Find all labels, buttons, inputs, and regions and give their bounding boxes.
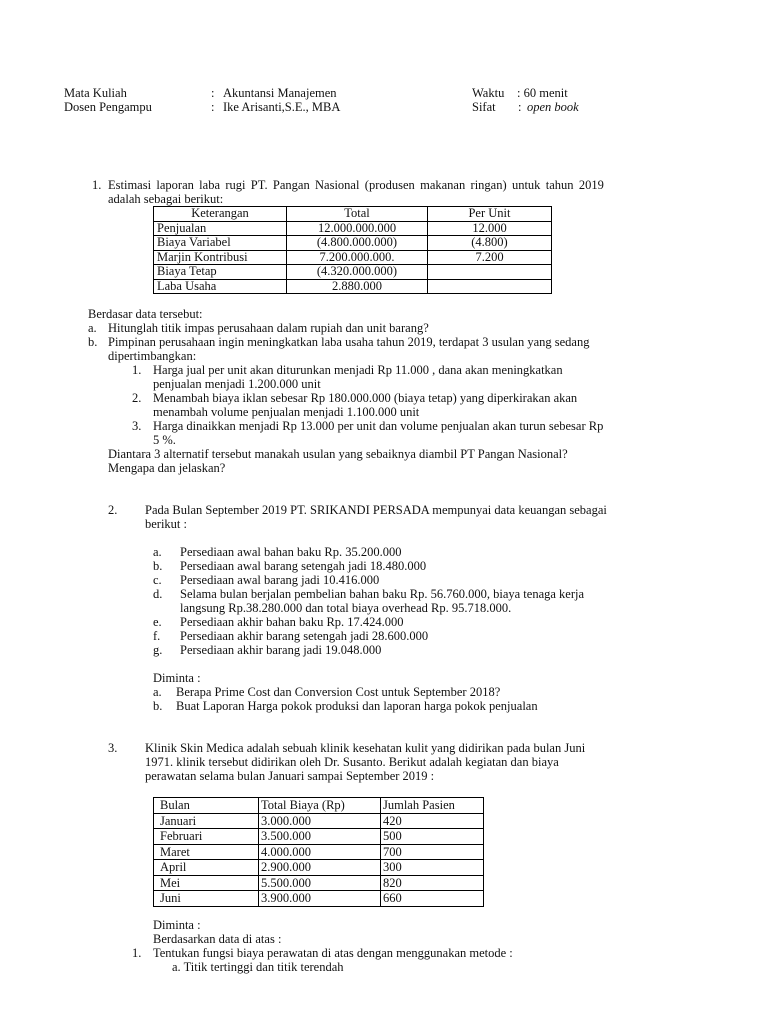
list-item: Persediaan akhir barang setengah jadi 28.600.000 (180, 629, 429, 643)
table-header-row (154, 798, 484, 814)
table-cell: Maret (154, 844, 259, 860)
q1-b-line2: dipertimbangkan: (108, 349, 197, 363)
list-item: Persediaan awal barang jadi 10.416.000 (180, 573, 380, 587)
option-line1: Harga jual per unit akan diturunkan menjadi Rp 11.000 , dana akan meningkatkan (153, 363, 563, 377)
table-row (154, 221, 552, 236)
table-cell: 5.500.000 (259, 875, 381, 891)
table-cell: 7.200 (428, 250, 552, 265)
table-cell: Marjin Kontribusi (154, 250, 287, 265)
time-label: Waktu (472, 86, 505, 100)
table-row (154, 844, 484, 860)
q1-a-marker: a. (88, 321, 97, 335)
table-cell: 700 (381, 844, 484, 860)
table-cell: Biaya Tetap (154, 265, 287, 280)
table-cell: 12.000.000.000 (287, 221, 428, 236)
list-marker: d. (153, 587, 163, 601)
table-row (154, 875, 484, 891)
q1-b-marker: b. (88, 335, 98, 349)
table-row (154, 860, 484, 876)
option-line2: 5 %. (153, 433, 176, 447)
list-marker: g. (153, 643, 163, 657)
table-cell: April (154, 860, 259, 876)
q3-intro-line2: 1971. klinik tersebut didirikan oleh Dr. Susanto. Berikut adalah kegiatan dan biaya (145, 755, 559, 769)
q2-asked-a: Berapa Prime Cost dan Conversion Cost untuk September 2018? (176, 685, 501, 699)
course-separator: : (211, 86, 215, 100)
table-cell: Februari (154, 829, 259, 845)
table-cell: 3.000.000 (259, 813, 381, 829)
option-line1: Harga dinaikkan menjadi Rp 13.000 per unit dan volume penjualan akan turun sebesar Rp (153, 419, 604, 433)
table-row (154, 265, 552, 280)
q2-asked-b-marker: b. (153, 699, 163, 713)
header-cell: Per Unit (428, 207, 552, 222)
header-cell: Total Biaya (Rp) (259, 798, 381, 814)
list-marker: c. (153, 573, 162, 587)
table-cell: 660 (381, 891, 484, 907)
list-marker: f. (153, 629, 161, 643)
table-cell: 300 (381, 860, 484, 876)
table-cell (428, 279, 552, 294)
table-header-row (154, 207, 552, 222)
list-marker: b. (153, 559, 163, 573)
table-cell: 4.000.000 (259, 844, 381, 860)
q3-intro-line3: perawatan selama bulan Januari sampai September 2019 : (145, 769, 435, 783)
table-cell: Biaya Variabel (154, 236, 287, 251)
list-item-continuation: langsung Rp.38.280.000 dan total biaya overhead Rp. 95.718.000. (180, 601, 512, 615)
option-line2: menambah volume penjualan menjadi 1.100.000 unit (153, 405, 420, 419)
option-line2: penjualan menjadi 1.200.000 unit (153, 377, 321, 391)
list-item: Persediaan awal barang setengah jadi 18.480.000 (180, 559, 427, 573)
table-cell: Juni (154, 891, 259, 907)
q3-number: 3. (108, 741, 118, 755)
q1-income-table (153, 206, 552, 294)
header-cell: Jumlah Pasien (381, 798, 484, 814)
option-number: 3. (132, 419, 142, 433)
q1-basis: Berdasar data tersebut: (88, 307, 203, 321)
q3-asked: Diminta : (153, 918, 201, 932)
table-row (154, 813, 484, 829)
table-row (154, 279, 552, 294)
table-cell: (4.320.000.000) (287, 265, 428, 280)
table-cell: 7.200.000.000. (287, 250, 428, 265)
q2-intro-line2: berikut : (145, 517, 188, 531)
q2-intro-line1: Pada Bulan September 2019 PT. SRIKANDI PERSADA mempunyai data keuangan sebagai (145, 503, 607, 517)
table-cell: 2.900.000 (259, 860, 381, 876)
q1-a-text: Hitunglah titik impas perusahaan dalam rupiah dan unit barang? (108, 321, 429, 335)
q3-task: Tentukan fungsi biaya perawatan di atas dengan menggunakan metode : (153, 946, 513, 960)
table-cell: 820 (381, 875, 484, 891)
type-separator: : (518, 100, 522, 114)
q1-closing-line1: Diantara 3 alternatif tersebut manakah usulan yang sebaiknya diambil PT Pangan Nasional? (108, 447, 568, 461)
table-row (154, 829, 484, 845)
lecturer-separator: : (211, 100, 215, 114)
list-item: Selama bulan berjalan pembelian bahan baku Rp. 56.760.000, biaya tenaga kerja (180, 587, 585, 601)
option-number: 2. (132, 391, 142, 405)
option-line1: Menambah biaya iklan sebesar Rp 180.000.000 (biaya tetap) yang diperkirakan akan (153, 391, 578, 405)
table-cell: 12.000 (428, 221, 552, 236)
q1-b-line1: Pimpinan perusahaan ingin meningkatkan laba usaha tahun 2019, terdapat 3 usulan yang sedang (108, 335, 590, 349)
list-item: Persediaan awal bahan baku Rp. 35.200.000 (180, 545, 402, 559)
q3-task-number: 1. (132, 946, 142, 960)
table-cell: 3.900.000 (259, 891, 381, 907)
table-cell: Januari (154, 813, 259, 829)
q3-sub-a: a. Titik tertinggi dan titik terendah (172, 960, 344, 974)
table-row (154, 236, 552, 251)
q3-basis: Berdasarkan data di atas : (153, 932, 282, 946)
table-row (154, 250, 552, 265)
list-marker: e. (153, 615, 162, 629)
q1-intro-line1: Estimasi laporan laba rugi PT. Pangan Nasional (produsen makanan ringan) untuk tahun 2019 (108, 178, 604, 192)
list-marker: a. (153, 545, 162, 559)
table-cell (428, 265, 552, 280)
type-value: open book (527, 100, 579, 114)
option-number: 1. (132, 363, 142, 377)
time-value: : 60 menit (517, 86, 568, 100)
table-cell: 2.880.000 (287, 279, 428, 294)
q2-asked-a-marker: a. (153, 685, 162, 699)
q2-number: 2. (108, 503, 118, 517)
table-cell: 3.500.000 (259, 829, 381, 845)
lecturer-label: Dosen Pengampu (64, 100, 152, 114)
course-label: Mata Kuliah (64, 86, 127, 100)
table-cell: Mei (154, 875, 259, 891)
table-cell: 420 (381, 813, 484, 829)
list-item: Persediaan akhir bahan baku Rp. 17.424.000 (180, 615, 404, 629)
q2-asked-b: Buat Laporan Harga pokok produksi dan laporan harga pokok penjualan (176, 699, 538, 713)
table-row (154, 891, 484, 907)
q3-cost-table (153, 797, 484, 907)
table-cell: 500 (381, 829, 484, 845)
header-cell: Total (287, 207, 428, 222)
q1-closing-line2: Mengapa dan jelaskan? (108, 461, 226, 475)
type-label: Sifat (472, 100, 496, 114)
table-cell: Penjualan (154, 221, 287, 236)
lecturer-value: Ike Arisanti,S.E., MBA (223, 100, 341, 114)
table-cell: (4.800) (428, 236, 552, 251)
table-cell: Laba Usaha (154, 279, 287, 294)
header-cell: Bulan (154, 798, 259, 814)
q1-intro-line2: adalah sebagai berikut: (108, 192, 224, 206)
q2-asked: Diminta : (153, 671, 201, 685)
list-item: Persediaan akhir barang jadi 19.048.000 (180, 643, 382, 657)
table-cell: (4.800.000.000) (287, 236, 428, 251)
q1-number: 1. (92, 178, 102, 192)
q3-intro-line1: Klinik Skin Medica adalah sebuah klinik kesehatan kulit yang didirikan pada bulan Juni (145, 741, 586, 755)
header-cell: Keterangan (154, 207, 287, 222)
course-value: Akuntansi Manajemen (223, 86, 337, 100)
